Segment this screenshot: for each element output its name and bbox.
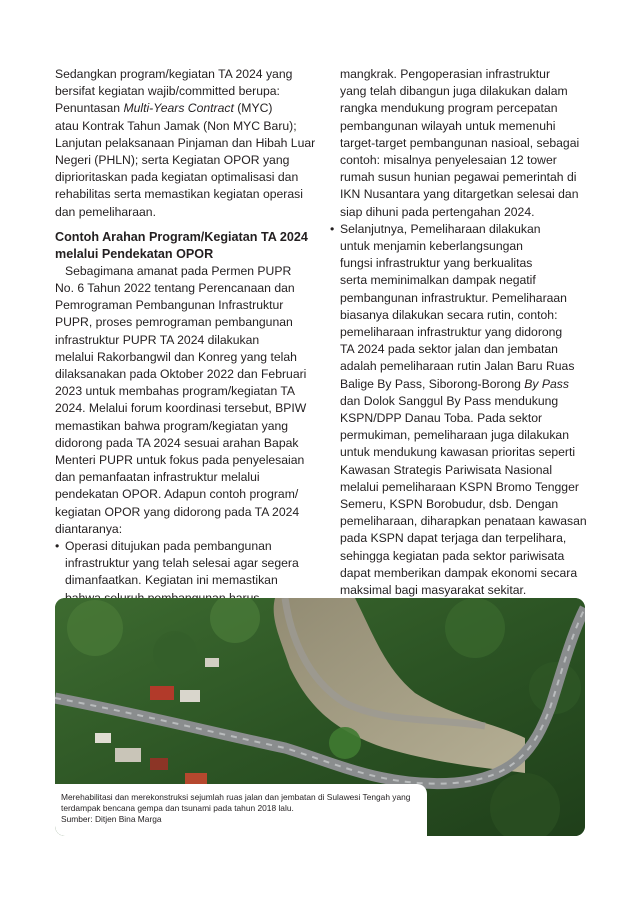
right-column bbox=[330, 66, 592, 634]
photo-source: Sumber: Ditjen Bina Marga bbox=[61, 814, 162, 824]
bullet-operasi-continued: mangkrak. Pengoperasian infrastruktur yang telah dibangun juga dilakukan dalam rangka mendukung program percepatan pembangunan wilayah untuk memenuhi target-target pembangunan nasioal, sebagai contoh: misalnya penyelesaian 12 tower rumah susun hunian pegawai pemerintah di IKN Nusantara yang ditargetkan selesai dan siap dihuni pada pertengahan 2024. bbox=[340, 67, 580, 219]
body-paragraph: Sebagimana amanat pada Permen PUPR No. 6 Tahun 2022 tentang Perencanaan dan Pemrograman Pembangunan Infrastruktur PUPR, proses pemrograman pembangunan infrastruktur PUPR TA 2024 dilakukan melalui Rakorbangwil dan Konreg yang telah dilaksanakan pada Oktober 2022 dan Februari 2023 untuk membahas program/kegiatan TA 2024. Melalui forum koordinasi tersebut, BPIW memastikan bahwa program/kegiatan yang didorong pada TA 2024 sesuai arahan Bapak Menteri PUPR untuk fokus pada penyelesaian dan pemanfaatan infrastruktur melalui pendekatan OPOR. Adapun contoh program/ kegiatan OPOR yang didorong pada TA 2024 diantaranya: bbox=[55, 263, 307, 536]
bullet-pemeliharaan: • Selanjutnya, Pemeliharaan dilakukan untuk menjamin keberlangsungan fungsi infrastruktur yang berkualitas serta meminimalkan dampak negatif pembangunan infrastruktur. Pemeliharaan biasanya dilakukan secara rutin, contoh: pemeliharaan infrastruktur yang didorong TA 2024 pada sektor jalan dan jembatan adalah pemeliharaan rutin Jalan Baru Ruas Balige By Pass, Siborong-Borong By Pass dan Dolok Sanggul By Pass mendukung KSPN/DPP Danau Toba. Pada sektor permukiman, pemeliharaan juga dilakukan untuk mendukung kawasan prioritas seperti Kawasan Strategis Pariwisata Nasional melalui pemeliharaan KSPN Bromo Tengger Semeru, KSPN Borobudur, dsb. Dengan pemeliharaan, diharapkan penataan kawasan pada KSPN dapat terjaga dan terpelihara, sehingga kegiatan pada sektor pariwisata dapat memberikan dampak ekonomi secara maksimal bagi masyarakat sekitar. bbox=[330, 221, 587, 598]
photo-caption: Merehabilitasi dan merekonstruksi sejumlah ruas jalan dan jembatan di Sulawesi Tengah yang terdampak bencana gempa dan tsunami pada tahun 2018 lalu. Sumber: Ditjen Bina Marga bbox=[61, 792, 411, 824]
bullet-marker: • bbox=[55, 539, 60, 554]
bypass-italic: By Pass bbox=[524, 376, 569, 391]
myc-italic: Multi-Years Contract bbox=[123, 101, 234, 116]
section-heading: Contoh Arahan Program/Kegiatan TA 2024 melalui Pendekatan OPOR bbox=[55, 229, 308, 261]
aerial-road-photo bbox=[55, 598, 585, 836]
bullet-marker: • bbox=[330, 221, 335, 236]
left-column bbox=[55, 66, 317, 641]
intro-paragraph: Sedangkan program/kegiatan TA 2024 yang bersifat kegiatan wajib/committed berupa: Penuntasan Multi-Years Contract (MYC) atau Kontrak Tahun Jamak (Non MYC Baru); Lanjutan pelaksanaan Pinjaman dan Hibah Luar Negeri (PHLN); serta Kegiatan OPOR yang diprioritaskan pada kegiatan optimalisasi dan rehabilitas serta memastikan kegiatan operasi dan pemeliharaan. bbox=[55, 67, 316, 219]
bullet-operasi: • Operasi ditujukan pada pembangunan infrastruktur yang telah selesai agar segera dimanfaatkan. Kegiatan ini memastikan bbox=[55, 539, 299, 588]
